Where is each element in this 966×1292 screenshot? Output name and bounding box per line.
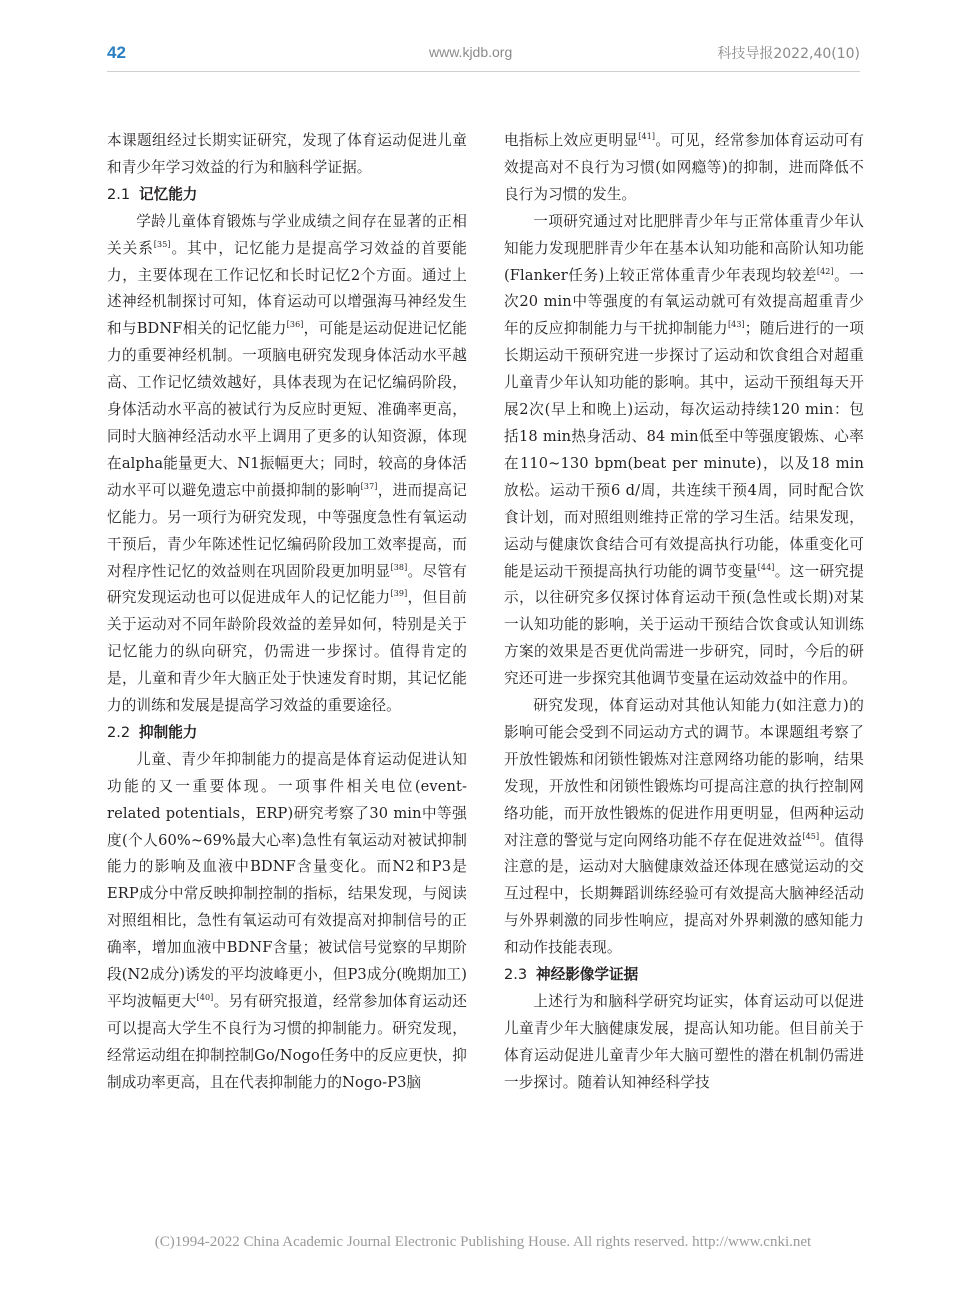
citation-ref: [37]	[360, 481, 378, 491]
section-number: 2.2	[107, 723, 131, 741]
paragraph: 学龄儿童体育锻炼与学业成绩之间存在显著的正相关关系[35]。其中，记忆能力是提高学习效益的首要能力，主要体现在工作记忆和长时记忆2个方面。通过上述神经机制探讨可知，体育运动可以增强海马神经发生和与BDNF相关的记忆能力[36]，可能是运动促进记忆能力的重要神经机制。一项脑电研究发现身体活动水平越高、工作记忆绩效越好，具体表现为在记忆编码阶段，身体活动水平高的被试行为反应时更短、准确率更高，同时大脑神经活动水平上调用了更多的认知资源，体现在alpha能量更大、N1振幅更大；同时，较高的身体活动水平可以避免遗忘中前摄抑制的影响[37]，进而提高记忆能力。另一项行为研究发现，中等强度急性有氧运动干预后，青少年陈述性记忆编码阶段加工效率提高，而对程序性记忆的效益则在巩固阶段更加明显[38]。尽管有研究发现运动也可以促进成年人的记忆能力[39]，但目前关于运动对不同年龄阶段效益的差异如何，特别是关于记忆能力的纵向研究，仍需进一步探讨。值得肯定的是，儿童和青少年大脑正处于快速发育时期，其记忆能力的训练和发展是提高学习效益的重要途径。	[107, 212, 468, 715]
section-title: 抑制能力	[139, 723, 198, 741]
citation-ref: [41]	[638, 132, 656, 141]
citation-ref: [36]	[286, 320, 304, 330]
section-heading-2-1	[107, 182, 467, 209]
citation-ref: [42]	[816, 266, 834, 276]
section-title: 记忆能力	[139, 185, 198, 203]
citation-ref: [40]	[196, 993, 214, 1002]
paragraph: 电指标上效应更明显[41]。可见，经常参加体育运动可有效提高对不良行为习惯(如网瘾等)的抑制，进而降低不良行为习惯的发生。	[504, 132, 864, 203]
right-column	[504, 128, 864, 1097]
header-rule	[107, 71, 860, 72]
paragraph: 一项研究通过对比肥胖青少年与正常体重青少年认知能力发现肥胖青少年在基本认知功能和高阶认知功能(Flanker任务)上较正常体重青少年表现均较差[42]。一次20 min中等强度的有氧运动就可有效提高超重青少年的反应抑制能力与干扰抑制能力[43]；随后进行的一项长期运动干预研究进一步探讨了运动和饮食组合对超重儿童青少年认知功能的影响。其中，运动干预组每天开展2次(早上和晚上)运动，每次运动持续120 min：包括18 min热身活动、84 min低至中等强度锻炼、心率在110~130 bpm(beat per minute)，以及18 min放松。运动干预6 d/周，共连续干预4周，同时配合饮食计划，而对照组则维持正常的学习生活。结果发现，运动与健康饮食结合可有效提高执行功能，体重变化可能是运动干预提高执行功能的调节变量[44]。这一研究提示，以往研究多仅探讨体育运动干预(急性或长期)对某一认知功能的影响，关于运动干预结合饮食或认知训练方案的效果是否更优尚需进一步研究，同时，今后的研究还可进一步探究其他调节变量在运动效益中的作用。	[504, 212, 865, 688]
paragraph: 儿童、青少年抑制能力的提高是体育运动促进认知功能的又一重要体现。一项事件相关电位(event-related potentials，ERP)研究考察了30 min中等强度(个人60%~69%最大心率)急性有氧运动对被试抑制能力的影响及血液中BDNF含量变化。而N2和P3是ERP成分中常反映抑制控制的指标，结果发现，与阅读对照组相比，急性有氧运动可有效提高对抑制信号的正确率，增加血液中BDNF含量；被试信号觉察的早期阶段(N2成分)诱发的平均波峰更小，但P3成分(晚期加工)平均波幅更大[40]。另有研究报道，经常参加体育运动还可以提高大学生不良行为习惯的抑制能力。研究发现，经常运动组在抑制控制Go/Nogo任务中的反应更快，抑制成功率更高，且在代表抑制能力的Nogo-P3脑	[107, 750, 468, 1091]
citation-ref: [35]	[153, 239, 171, 249]
section-heading-2-3	[504, 962, 864, 989]
running-header	[107, 40, 860, 70]
section-number: 2.3	[504, 966, 528, 984]
page-number: 42	[107, 43, 126, 62]
paragraph: 上述行为和脑科学研究均证实，体育运动可以促进儿童青少年大脑健康发展，提高认知功能。但目前关于体育运动促进儿童青少年大脑可塑性的潜在机制仍需进一步探讨。随着认知神经科学技	[504, 993, 864, 1091]
section-title: 神经影像学证据	[536, 966, 639, 984]
paragraph: 研究发现，体育运动对其他认知能力(如注意力)的影响可能会受到不同运动方式的调节。本课题组考察了开放性锻炼和闭锁性锻炼对注意网络功能的影响，结果发现，开放性和闭锁性锻炼均可提高注意的执行控制网络功能，而开放性锻炼的促进作用更明显，但两种运动对注意的警觉与定向网络功能不存在促进效益[45]。值得注意的是，运动对大脑健康效益还体现在感觉运动的交互过程中，长期舞蹈训练经验可有效提高大脑神经活动与外界刺激的同步性响应，提高对外界刺激的感知能力和动作技能表现。	[504, 697, 864, 957]
site-url: www.kjdb.org	[429, 44, 513, 60]
citation-ref: [39]	[390, 589, 408, 599]
citation-ref: [45]	[802, 831, 820, 841]
citation-ref: [38]	[390, 562, 408, 572]
left-column	[107, 128, 467, 1097]
journal-citation: 科技导报2022,40(10)	[717, 46, 860, 62]
citation-ref: [43]	[727, 320, 745, 330]
paragraph: 本课题组经过长期实证研究，发现了体育运动促进儿童和青少年学习效益的行为和脑科学证据。	[107, 132, 467, 176]
copyright-footer: (C)1994-2022 China Academic Journal Electronic Publishing House. All rights reserved. http://www.cnki.net	[154, 1234, 812, 1250]
citation-ref: [44]	[757, 562, 775, 572]
section-number: 2.1	[107, 185, 131, 203]
section-heading-2-2	[107, 720, 467, 747]
